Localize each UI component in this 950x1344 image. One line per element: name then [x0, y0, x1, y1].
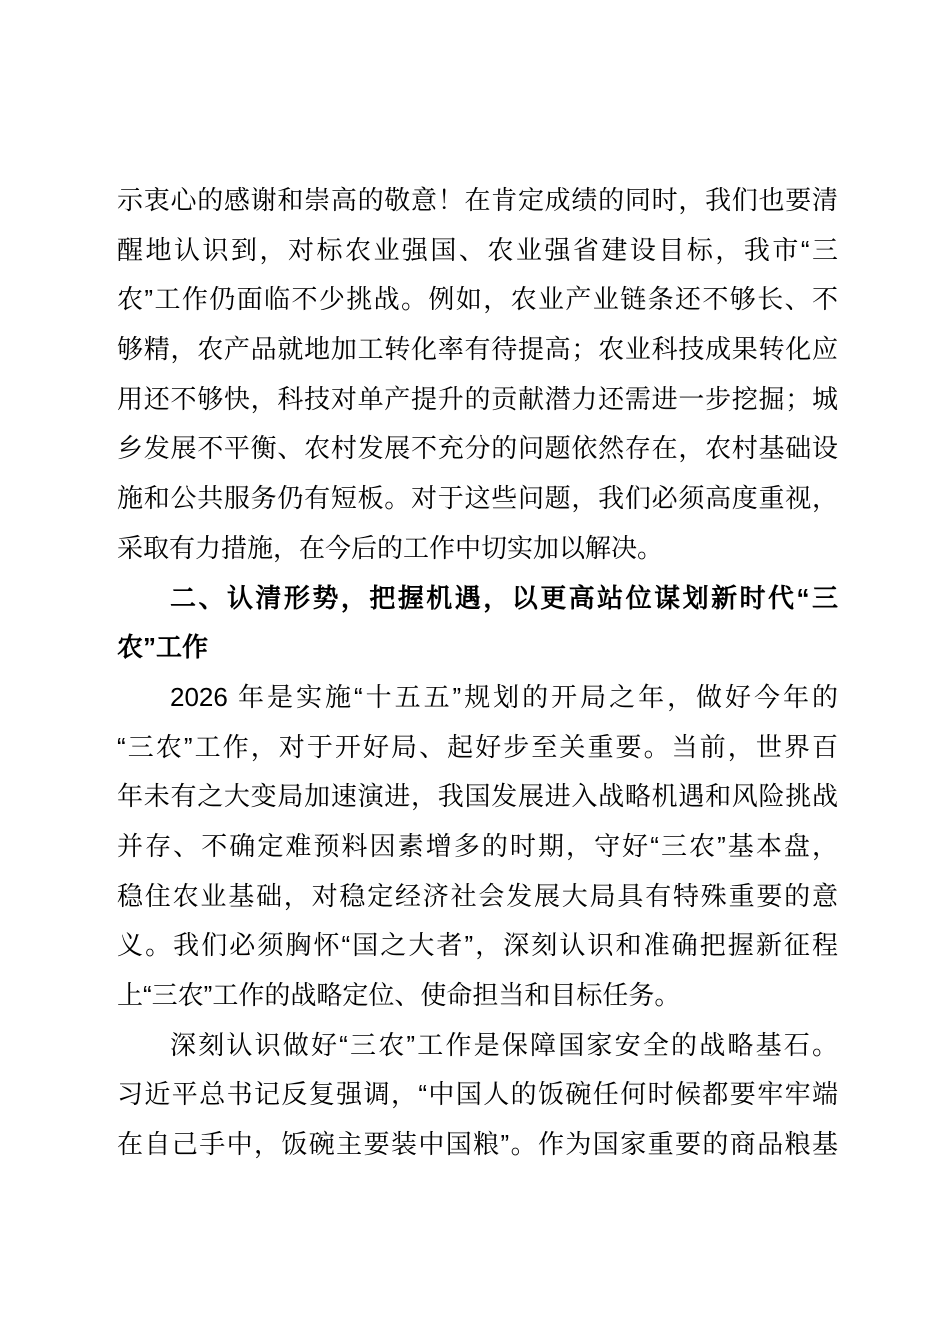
text-line: 醒地认识到，对标农业强国、农业强省建设目标，我市“三 [117, 234, 838, 265]
text-line: 稳住农业基础，对稳定经济社会发展大局具有特殊重要的意 [117, 880, 838, 911]
text-line: “三农”工作，对于开好局、起好步至关重要。当前，世界百 [117, 731, 838, 762]
text-line: 义。我们必须胸怀“国之大者”，深刻认识和准确把握新征程 [117, 930, 838, 961]
text-line: 上“三农”工作的战略定位、使命担当和目标任务。 [117, 980, 681, 1010]
text-line: 够精，农产品就地加工转化率有待提高；农业科技成果转化应 [117, 334, 838, 365]
text-line: 用还不够快，科技对单产提升的贡献潜力还需进一步挖掘；城 [117, 383, 838, 414]
text-line: 二、认清形势，把握机遇，以更高站位谋划新时代“三 [170, 582, 838, 613]
document-body [117, 176, 838, 1170]
paragraph-continuation-challenges [117, 176, 838, 574]
text-line: 农”工作 [117, 632, 209, 663]
text-line: 深刻认识做好“三农”工作是保障国家安全的战略基石。 [170, 1029, 838, 1060]
text-line: 乡发展不平衡、农村发展不充分的问题依然存在，农村基础设 [117, 433, 838, 464]
paragraph-national-security [117, 1021, 838, 1170]
paragraph-2026-situation [117, 673, 838, 1021]
text-line: 示衷心的感谢和崇高的敬意！在肯定成绩的同时，我们也要清 [117, 185, 838, 215]
section-heading-2 [117, 574, 838, 673]
text-line: 2026 年是实施“十五五”规划的开局之年，做好今年的 [170, 681, 838, 712]
text-line: 农”工作仍面临不少挑战。例如，农业产业链条还不够长、不 [117, 284, 838, 315]
text-line: 并存、不确定难预料因素增多的时期，守好“三农”基本盘， [117, 830, 838, 861]
text-line: 在自己手中，饭碗主要装中国粮”。作为国家重要的商品粮基 [117, 1129, 838, 1160]
text-line: 年未有之大变局加速演进，我国发展进入战略机遇和风险挑战 [117, 781, 838, 812]
text-line: 习近平总书记反复强调，“中国人的饭碗任何时候都要牢牢端 [117, 1079, 838, 1110]
text-line: 施和公共服务仍有短板。对于这些问题，我们必须高度重视， [117, 483, 838, 514]
text-line: 采取有力措施，在今后的工作中切实加以解决。 [117, 532, 664, 563]
